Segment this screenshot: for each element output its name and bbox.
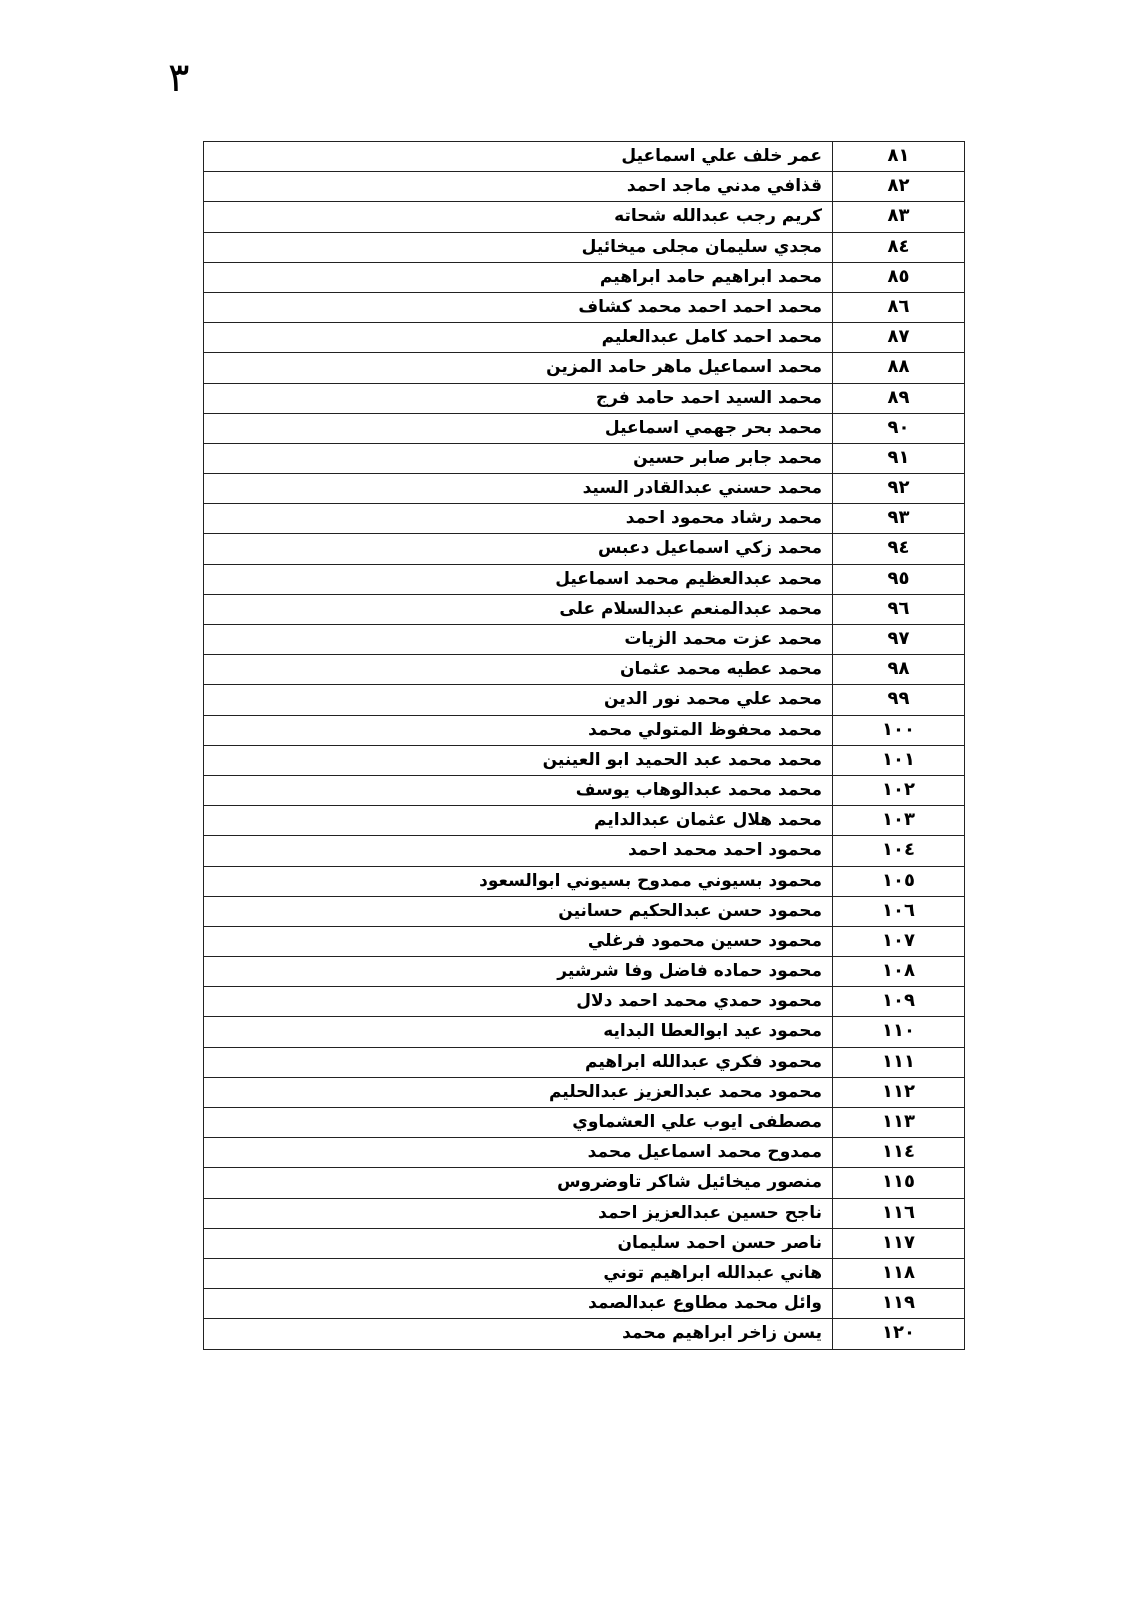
table-row: [204, 805, 964, 835]
row-number: ١٠٩: [832, 987, 964, 1016]
row-number: ٨٧: [832, 323, 964, 352]
row-number: ١٠٤: [832, 836, 964, 865]
table-row: [204, 1318, 964, 1348]
table-row: [204, 201, 964, 231]
row-number: ٩٤: [832, 534, 964, 563]
row-number: ٩٧: [832, 625, 964, 654]
row-number: ١٠٢: [832, 776, 964, 805]
row-name: محمد محفوظ المتولي محمد: [588, 719, 822, 740]
table-row: [204, 1228, 964, 1258]
table-row: [204, 1198, 964, 1228]
row-name: عمر خلف علي اسماعيل: [621, 146, 822, 166]
table-row: [204, 745, 964, 775]
table-row: [204, 896, 964, 926]
row-number: ١٠٦: [832, 897, 964, 926]
table-row: [204, 1077, 964, 1107]
row-name: هاني عبدالله ابراهيم توني: [603, 1262, 822, 1283]
row-name: محمد رشاد محمود احمد: [625, 508, 822, 529]
row-number: ٨٤: [832, 233, 964, 262]
row-number: ١١٠: [832, 1017, 964, 1046]
row-name: كريم رجب عبدالله شحاته: [614, 206, 822, 227]
table-row: [204, 1016, 964, 1046]
row-number: ١٢٠: [832, 1319, 964, 1348]
table-row: [204, 715, 964, 745]
table-row: [204, 956, 964, 986]
names-table: [203, 141, 965, 1350]
row-number: ١٠٣: [832, 806, 964, 835]
row-number: ١٠٠: [832, 716, 964, 745]
row-number: ١٠٥: [832, 867, 964, 896]
row-name: محمد محمد عبدالوهاب يوسف: [575, 779, 822, 800]
table-row: [204, 1047, 964, 1077]
row-name: محمد بحر جهمي اسماعيل: [604, 417, 822, 438]
table-row: [204, 322, 964, 352]
row-name: محمد علي محمد نور الدين: [604, 689, 822, 710]
row-number: ٩٦: [832, 595, 964, 624]
row-name: محمد ابراهيم حامد ابراهيم: [599, 266, 822, 287]
row-name: محمود احمد محمد احمد: [628, 840, 822, 861]
row-number: ١١٥: [832, 1168, 964, 1197]
table-row: [204, 594, 964, 624]
row-number: ١١٩: [832, 1289, 964, 1318]
table-row: [204, 383, 964, 413]
row-name: محمد عبدالعظيم محمد اسماعيل: [555, 568, 822, 589]
table-row: [204, 292, 964, 322]
table-row: [204, 1288, 964, 1318]
row-number: ٨٣: [832, 202, 964, 231]
row-number: ٨١: [832, 142, 964, 171]
table-row: [204, 564, 964, 594]
row-number: ٨٨: [832, 353, 964, 382]
row-number: ٨٦: [832, 293, 964, 322]
row-name: محمود بسيوني ممدوح بسيوني ابوالسعود: [479, 870, 822, 891]
row-name: محمد حسني عبدالقادر السيد: [582, 478, 822, 499]
page-number: ٣: [168, 55, 190, 101]
row-number: ١١٤: [832, 1138, 964, 1167]
row-name: محمد عزت محمد الزيات: [624, 629, 822, 649]
row-number: ٩٨: [832, 655, 964, 684]
table-row: [204, 262, 964, 292]
row-number: ٩٩: [832, 685, 964, 714]
row-name: محمود حمدي محمد احمد دلال: [576, 991, 822, 1012]
table-row: [204, 775, 964, 805]
row-number: ١١٨: [832, 1259, 964, 1288]
row-number: ٩٥: [832, 565, 964, 594]
row-number: ٩٠: [832, 414, 964, 443]
row-number: ١١٦: [832, 1199, 964, 1228]
row-number: ٩٣: [832, 504, 964, 533]
table-row: [204, 684, 964, 714]
table-row: [204, 352, 964, 382]
table-row: [204, 1167, 964, 1197]
row-name: محمد هلال عثمان عبدالدايم: [594, 810, 822, 831]
row-name: ناصر حسن احمد سليمان: [617, 1232, 822, 1253]
table-row: [204, 624, 964, 654]
row-name: محمود حماده فاضل وفا شرشير: [557, 961, 822, 982]
table-row: [204, 171, 964, 201]
row-number: ١١١: [832, 1048, 964, 1077]
table-row: [204, 503, 964, 533]
row-number: ١١٣: [832, 1108, 964, 1137]
row-name: محمود عيد ابوالعطا البدايه: [603, 1021, 822, 1042]
row-name: محمد عطيه محمد عثمان: [619, 659, 822, 680]
row-name: مصطفى ايوب علي العشماوي: [572, 1112, 822, 1132]
row-number: ٩٢: [832, 474, 964, 503]
row-name: وائل محمد مطاوع عبدالصمد: [588, 1293, 822, 1314]
row-name: محمود حسين محمود فرغلي: [587, 930, 822, 951]
table-row: [204, 986, 964, 1016]
row-name: مجدي سليمان مجلى ميخائيل: [581, 236, 822, 257]
table-row: [204, 141, 964, 171]
row-number: ١٠٨: [832, 957, 964, 986]
table-row: [204, 413, 964, 443]
row-number: ٨٥: [832, 263, 964, 292]
row-number: ١٠١: [832, 746, 964, 775]
table-row: [204, 473, 964, 503]
table-row: [204, 533, 964, 563]
table-row: [204, 1258, 964, 1288]
row-name: محمد احمد كامل عبدالعليم: [601, 327, 822, 348]
row-name: محمد اسماعيل ماهر حامد المزين: [546, 357, 822, 378]
table-row: [204, 443, 964, 473]
row-number: ٩١: [832, 444, 964, 473]
row-name: ممدوح محمد اسماعيل محمد: [587, 1142, 822, 1163]
row-number: ١١٢: [832, 1078, 964, 1107]
row-name: محمود فكري عبدالله ابراهيم: [585, 1051, 822, 1072]
row-name: ناجح حسين عبدالعزيز احمد: [598, 1202, 822, 1223]
row-name: محمد زكي اسماعيل دعبس: [598, 538, 822, 559]
row-name: محمد عبدالمنعم عبدالسلام على: [559, 598, 822, 619]
row-number: ٨٢: [832, 172, 964, 201]
row-name: محمد جابر صابر حسين: [633, 447, 822, 468]
table-row: [204, 835, 964, 865]
table-row: [204, 866, 964, 896]
table-row: [204, 1107, 964, 1137]
row-name: يسن زاخر ابراهيم محمد: [622, 1323, 822, 1344]
row-name: منصور ميخائيل شاكر تاوضروس: [557, 1172, 822, 1193]
row-name: قذافي مدني ماجد احمد: [626, 176, 822, 197]
table-row: [204, 654, 964, 684]
table-row: [204, 1137, 964, 1167]
row-name: محمد محمد عبد الحميد ابو العينين: [542, 749, 822, 770]
row-name: محمود حسن عبدالحكيم حسانين: [558, 900, 822, 921]
row-number: ٨٩: [832, 384, 964, 413]
row-name: محمد السيد احمد حامد فرج: [595, 387, 822, 408]
row-name: محمود محمد عبدالعزيز عبدالحليم: [548, 1081, 822, 1102]
table-row: [204, 926, 964, 956]
row-name: محمد احمد احمد محمد كشاف: [578, 296, 822, 317]
row-number: ١٠٧: [832, 927, 964, 956]
row-number: ١١٧: [832, 1229, 964, 1258]
table-row: [204, 232, 964, 262]
